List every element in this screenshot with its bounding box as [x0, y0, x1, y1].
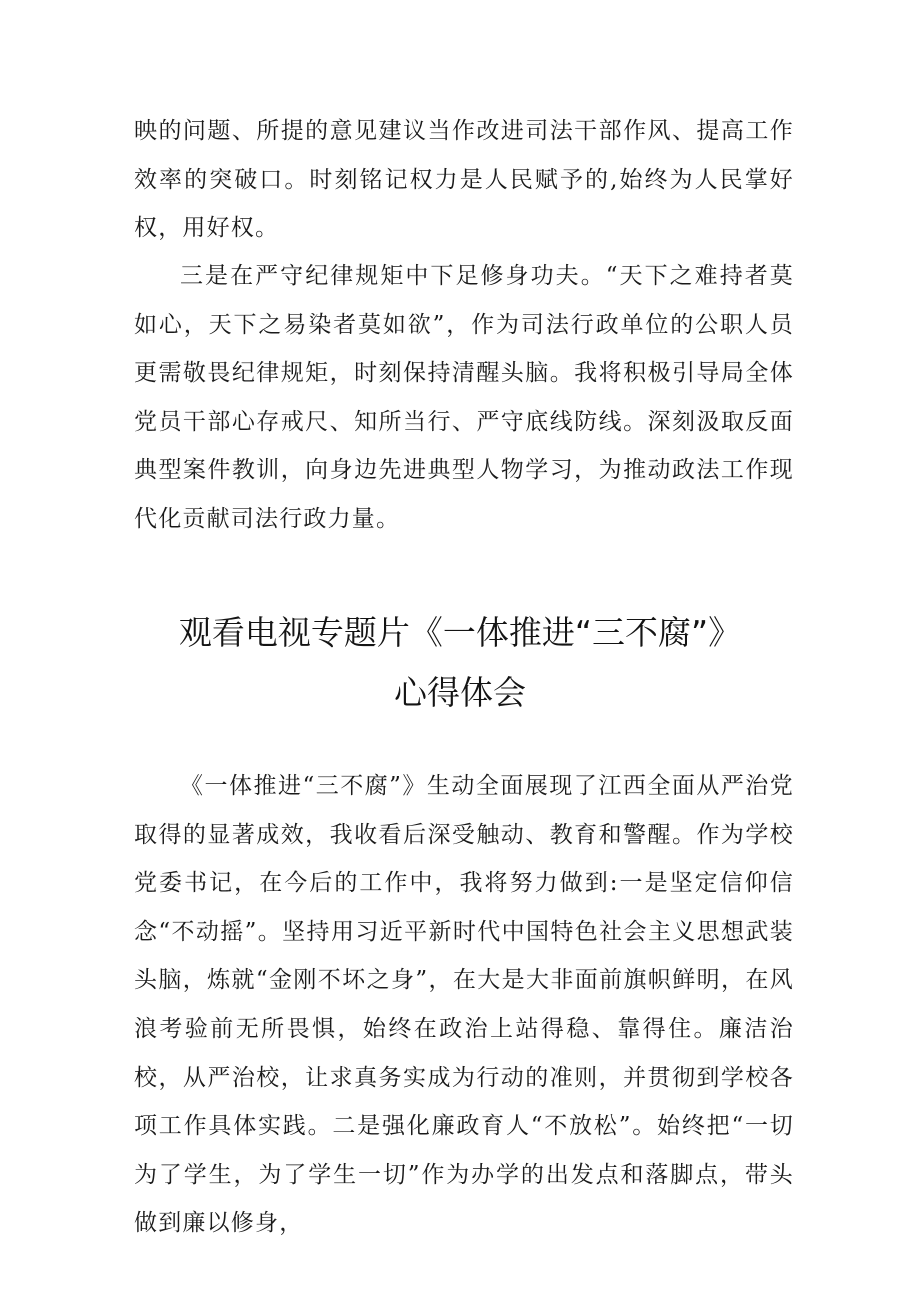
paragraph-continued-text: 映的问题、所提的意见建议当作改进司法干部作风、提高工作效率的突破口。时刻铭记权力是人民赋予的,始终为人民掌好权，用好权。 [134, 118, 794, 242]
paragraph-three-text: 三是在严守纪律规矩中下足修身功夫。“天下之难持者莫如心，天下之易染者莫如欲”，作为司法行政单位的公职人员更需敬畏纪律规矩，时刻保持清醒头脑。我将积极引导局全体党员干部心存戒尺、知所当行、严守底线防线。深刻汲取反面典型案件教训，向身边先进典型人物学习，为推动政法工作现代化贡献司法行政力量。 [134, 263, 794, 532]
paragraph-continued [134, 107, 794, 253]
article-body-paragraph [134, 762, 794, 1248]
article-title-line-2: 心得体会 [394, 673, 526, 712]
article-body-text: 《一体推进“三不腐”》生动全面展现了江西全面从严治党取得的显著成效，我收看后深受触动、教育和警醒。作为学校党委书记，在今后的工作中，我将努力做到:一是坚定信仰信念“不动摇”。坚持用习近平新时代中国特色社会主义思想武装头脑，炼就“金刚不坏之身”，在大是大非面前旗帜鲜明，在风浪考验前无所畏惧，始终在政治上站得稳、靠得住。廉洁治校，从严治校，让求真务实成为行动的准则，并贯彻到学校各项工作具体实践。二是强化廉政育人“不放松”。始终把“一切为了学生，为了学生一切”作为办学的出发点和落脚点，带头做到廉以修身， [134, 773, 794, 1237]
article-title-line-1: 观看电视专题片《一体推进“三不腐”》 [178, 613, 742, 652]
paragraph-three [134, 252, 794, 544]
